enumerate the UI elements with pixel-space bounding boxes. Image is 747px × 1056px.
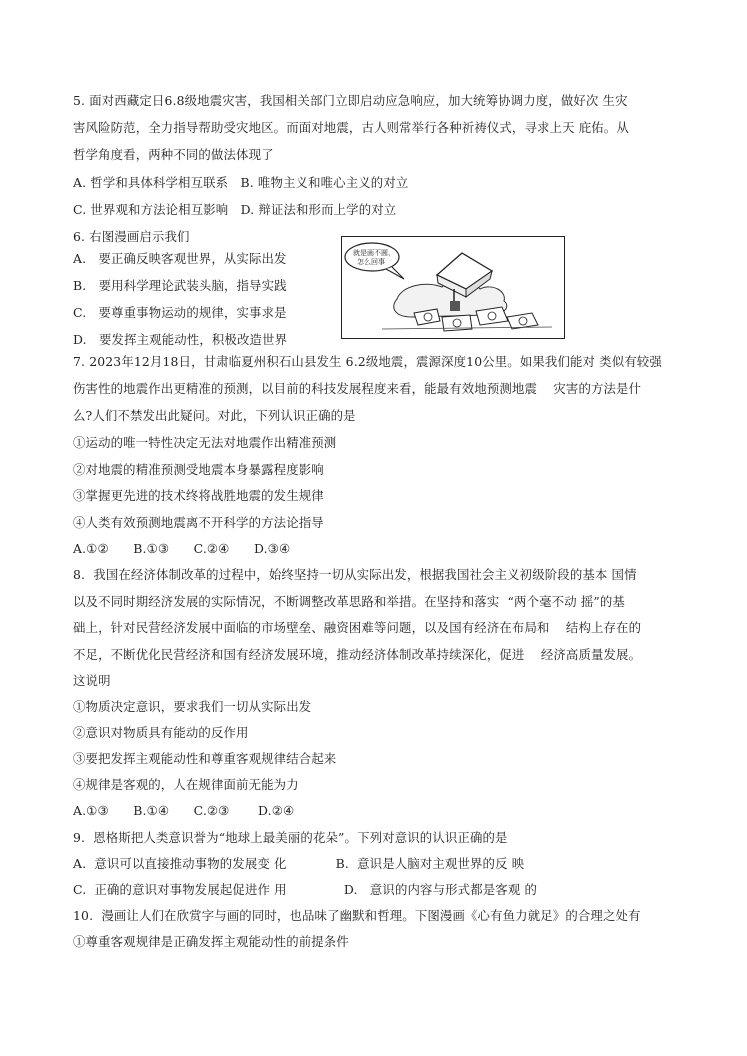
- q8-stem-line-4: 不足，不断优化民营经济和国有经济发展环境，推动经济体制改革持续深化，促进 经济高质量发展。: [73, 647, 642, 662]
- q6-option-a: A. 要正确反映客观世界，从实际出发: [73, 251, 287, 266]
- q9-options-ab: A. 意识可以直接推动事物的发展变 化 B. 意识是人脑对主观世界的反 映: [73, 856, 525, 871]
- q8-statement-1: ①物质决定意识，要求我们一切从实际出发: [73, 699, 312, 714]
- q7-stem-line-3: 么?人们不禁发出此疑问。对此，下列认识正确的是: [73, 408, 356, 423]
- q7-stem-line-2: 伤害性的地震作出更精准的预测，以目前的科技发展程度来看，能最有效地预测地震 灾害的方法是什: [73, 381, 642, 396]
- q5-stem-line-2: 害风险防范，全力指导帮助受灾地区。而面对地震，古人则常举行各种祈祷仪式，寻求上天 庇佑。从: [73, 120, 629, 135]
- q7-statement-3: ③掌握更先进的技术终将战胜地震的发生规律: [73, 488, 324, 503]
- q9-stem: 9. 恩格斯把人类意识誉为“地球上最美丽的花朵”。下列对意识的认识正确的是: [73, 830, 508, 845]
- q5-options-ab: A. 哲学和具体科学相互联系 B. 唯物主义和唯心主义的对立: [73, 175, 409, 190]
- q5-options-cd: C. 世界观和方法论相互影响 D. 辩证法和形而上学的对立: [73, 202, 397, 217]
- cartoon-bubble-line-1: 就是画不圆，: [353, 249, 395, 257]
- q10-stem: 10. 漫画让人们在欣赏字与画的同时，也品味了幽默和哲理。下图漫画《心有鱼力就足》的合理之处有: [73, 908, 641, 923]
- q8-options: A.①③ B.①④ C.②③ D.②④: [73, 803, 295, 818]
- q8-stem-line-3: 础上，针对民营经济发展中面临的市场壁垒、融资困难等问题，以及国有经济在布局和 结构上存在的: [73, 620, 642, 635]
- q7-statement-2: ②对地震的精准预测受地震本身暴露程度影响: [73, 462, 324, 477]
- q8-stem-line-1: 8. 我国在经济体制改革的过程中，始终坚持一切从实际出发，根据我国社会主义初级阶段的基本 国情: [73, 567, 637, 582]
- q7-statement-1: ①运动的唯一特性决定无法对地震作出精准预测: [73, 435, 337, 450]
- q8-stem-line-5: 这说明: [73, 673, 111, 688]
- q5-stem-line-3: 哲学角度看，两种不同的做法体现了: [73, 147, 274, 162]
- q10-statement-1: ①尊重客观规律是正确发挥主观能动性的前提条件: [73, 934, 349, 949]
- q8-stem-line-2: 以及不同时期经济发展的实际情况，不断调整改革思路和举措。在坚持和落实 “两个毫不动 摇”的基: [73, 594, 625, 609]
- q8-statement-2: ②意识对物质具有能动的反作用: [73, 725, 249, 740]
- q6-option-b: B. 要用科学理论武装头脑，指导实践: [73, 278, 287, 293]
- q6-cartoon: [341, 236, 565, 339]
- q7-stem-line-1: 7. 2023年12月18日，甘肃临夏州积石山县发生 6.2级地震，震源深度10公里。如果我们能对 类似有较强: [73, 354, 662, 369]
- q6-stem: 6. 右图漫画启示我们: [73, 229, 190, 244]
- q8-statement-4: ④规律是客观的，人在规律面前无能为力: [73, 777, 299, 792]
- cartoon-bubble-line-2: 怎么回事: [357, 258, 385, 266]
- q8-statement-3: ③要把发挥主观能动性和尊重客观规律结合起来: [73, 751, 337, 766]
- q7-options: A.①② B.①③ C.②④ D.③④: [73, 541, 291, 556]
- q7-statement-4: ④人类有效预测地震离不开科学的方法论指导: [73, 515, 324, 530]
- q9-options-cd: C. 正确的意识对事物发展起促进作 用 D. 意识的内容与形式都是客观 的: [73, 882, 538, 897]
- q6-option-d: D. 要发挥主观能动性，积极改造世界: [73, 332, 288, 347]
- cartoon-drawing: [342, 237, 564, 338]
- q5-stem-line-1: 5. 面对西藏定日6.8级地震灾害，我国相关部门立即启动应急响应，加大统筹协调力度，做好次 生灾: [73, 93, 628, 108]
- q6-option-c: C. 要尊重事物运动的规律，实事求是: [73, 305, 287, 320]
